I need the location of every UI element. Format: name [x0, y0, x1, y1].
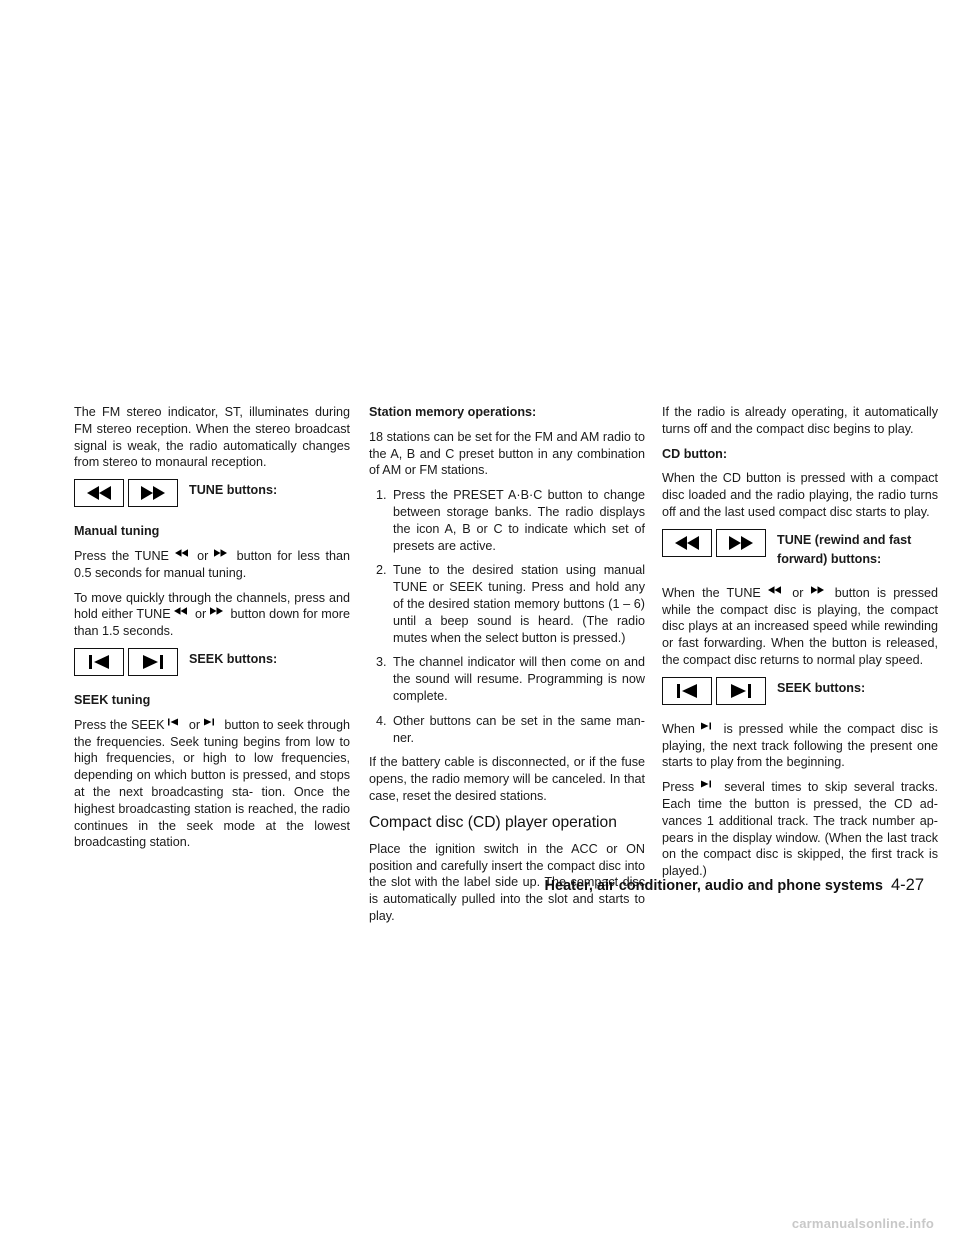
fast-forward-icon — [811, 586, 828, 594]
tune-forward-button-icon — [128, 479, 178, 507]
cd-button-heading: CD button: — [662, 446, 728, 461]
cd-button-paragraph: When the CD button is pressed with a compact disc loaded and the radio playing, the radio turns off and the last used compact disc starts to play. — [662, 471, 938, 519]
footer-section-title: Heater, air conditioner, audio and phone systems — [544, 878, 883, 894]
seek-buttons-figure — [74, 648, 350, 676]
cd-seek-paragraph: When is pressed while the compact disc is playing, the next track following the present one starts to play from the beginning. — [662, 721, 939, 770]
rewind-icon — [175, 549, 192, 557]
cd-tune-buttons-figure — [662, 529, 938, 569]
rewind-icon — [768, 586, 785, 594]
middle-column — [369, 404, 645, 933]
list-item: 2. Tune to the desired station using manual TUNE or SEEK tuning. Press and hold any of the desired station memory buttons (1 – 6) until a beep sound is heard. (The radio mutes when the select button is pressed.) — [376, 563, 645, 645]
right-column — [662, 404, 938, 888]
quick-tuning-paragraph: To move quickly through the channels, press and hold either TUNE or button down for more than 1.5 seconds. — [74, 590, 350, 639]
seek-next-icon — [204, 718, 221, 726]
radio-off-paragraph: If the radio is already operating, it automatically turns off and the compact disc begins to play. — [662, 405, 938, 436]
battery-paragraph: If the battery cable is disconnected, or if the fuse opens, the radio memory will be canceled. In that case, reset the desired stations. — [369, 755, 645, 803]
fast-forward-icon — [210, 607, 227, 615]
page-footer — [545, 876, 924, 895]
tune-rewind-button-icon — [74, 479, 124, 507]
manual-tuning-heading: Manual tuning — [74, 524, 160, 539]
fast-forward-icon — [214, 549, 231, 557]
watermark: carmanualsonline.info — [791, 1216, 934, 1231]
list-item: 4. Other buttons can be set in the same man- ner. — [376, 713, 645, 745]
station-memory-heading: Station memory operations: — [369, 405, 537, 419]
page-number: 4-27 — [890, 876, 924, 894]
cd-player-heading: Compact disc (CD) player operation — [369, 813, 617, 831]
seek-buttons-label: SEEK buttons: — [189, 651, 278, 666]
seek-previous-button-icon — [74, 648, 124, 676]
list-item: 1. Press the PRESET A·B·C button to change between storage banks. The radio displays the icon A, B or C to indicate which set of presets are active. — [376, 488, 645, 553]
cd-rewind-button-icon — [662, 529, 712, 557]
manual-tuning-paragraph: Press the TUNE or button for less than 0.5 seconds for manual tuning. — [74, 548, 351, 580]
seek-next-icon — [701, 780, 718, 788]
seek-next-button-icon — [128, 648, 178, 676]
tune-buttons-figure — [74, 479, 350, 507]
station-memory-paragraph: 18 stations can be set for the FM and AM radio to the A, B and C preset button in any combination of AM or FM stations. — [369, 429, 645, 478]
fm-stereo-paragraph: The FM stereo indicator, ST, illuminates during FM stereo reception. When the stereo broadcast signal is weak, the radio automatically changes from stereo to monaural reception. — [74, 405, 350, 470]
cd-insert-paragraph: Place the ignition switch in the ACC or ON position and carefully insert the compact disc into the slot with the label side up. The compact disc is automatically pulled into the slot and starts to play. — [369, 841, 645, 923]
cd-seek-buttons-label: SEEK buttons: — [777, 680, 866, 695]
cd-forward-button-icon — [716, 529, 766, 557]
rewind-icon — [174, 607, 191, 615]
cd-tune-paragraph: When the TUNE or button is pressed while the compact disc is playing, the compact disc plays at an increased speed while rewinding or fast forwarding. When the button is released, the compact disc returns to normal play speed. — [662, 585, 939, 667]
left-column — [74, 404, 350, 859]
cd-tune-buttons-label: TUNE (rewind and fast forward) buttons: — [777, 532, 912, 566]
seek-next-icon — [701, 722, 718, 730]
cd-seek-next-button-icon — [716, 677, 766, 705]
seek-tuning-paragraph: Press the SEEK or button to seek through the frequencies. Seek tuning begins from low to high frequencies, or high to low frequencies, depending on which button is pressed, and stops at the next broadcasting sta- tion. Once the highest broadcasting station is reached, the radio continues in the seek mode at the lowest broadcasting station. — [74, 717, 351, 850]
cd-seek-previous-button-icon — [662, 677, 712, 705]
cd-seek-buttons-figure — [662, 677, 938, 705]
seek-previous-icon — [168, 718, 185, 726]
seek-tuning-heading: SEEK tuning — [74, 692, 151, 707]
cd-skip-paragraph: Press several times to skip several tracks. Each time the button is pressed, the CD ad- vances 1 additional track. The track number ap- pears in the display window. (When the last track on the compact disc is skipped, the first track is played.) — [662, 780, 939, 879]
list-item: 3. The channel indicator will then come on and the sound will resume. Programming is now complete. — [376, 655, 645, 703]
station-memory-steps — [369, 487, 645, 746]
tune-buttons-label: TUNE buttons: — [189, 483, 278, 498]
